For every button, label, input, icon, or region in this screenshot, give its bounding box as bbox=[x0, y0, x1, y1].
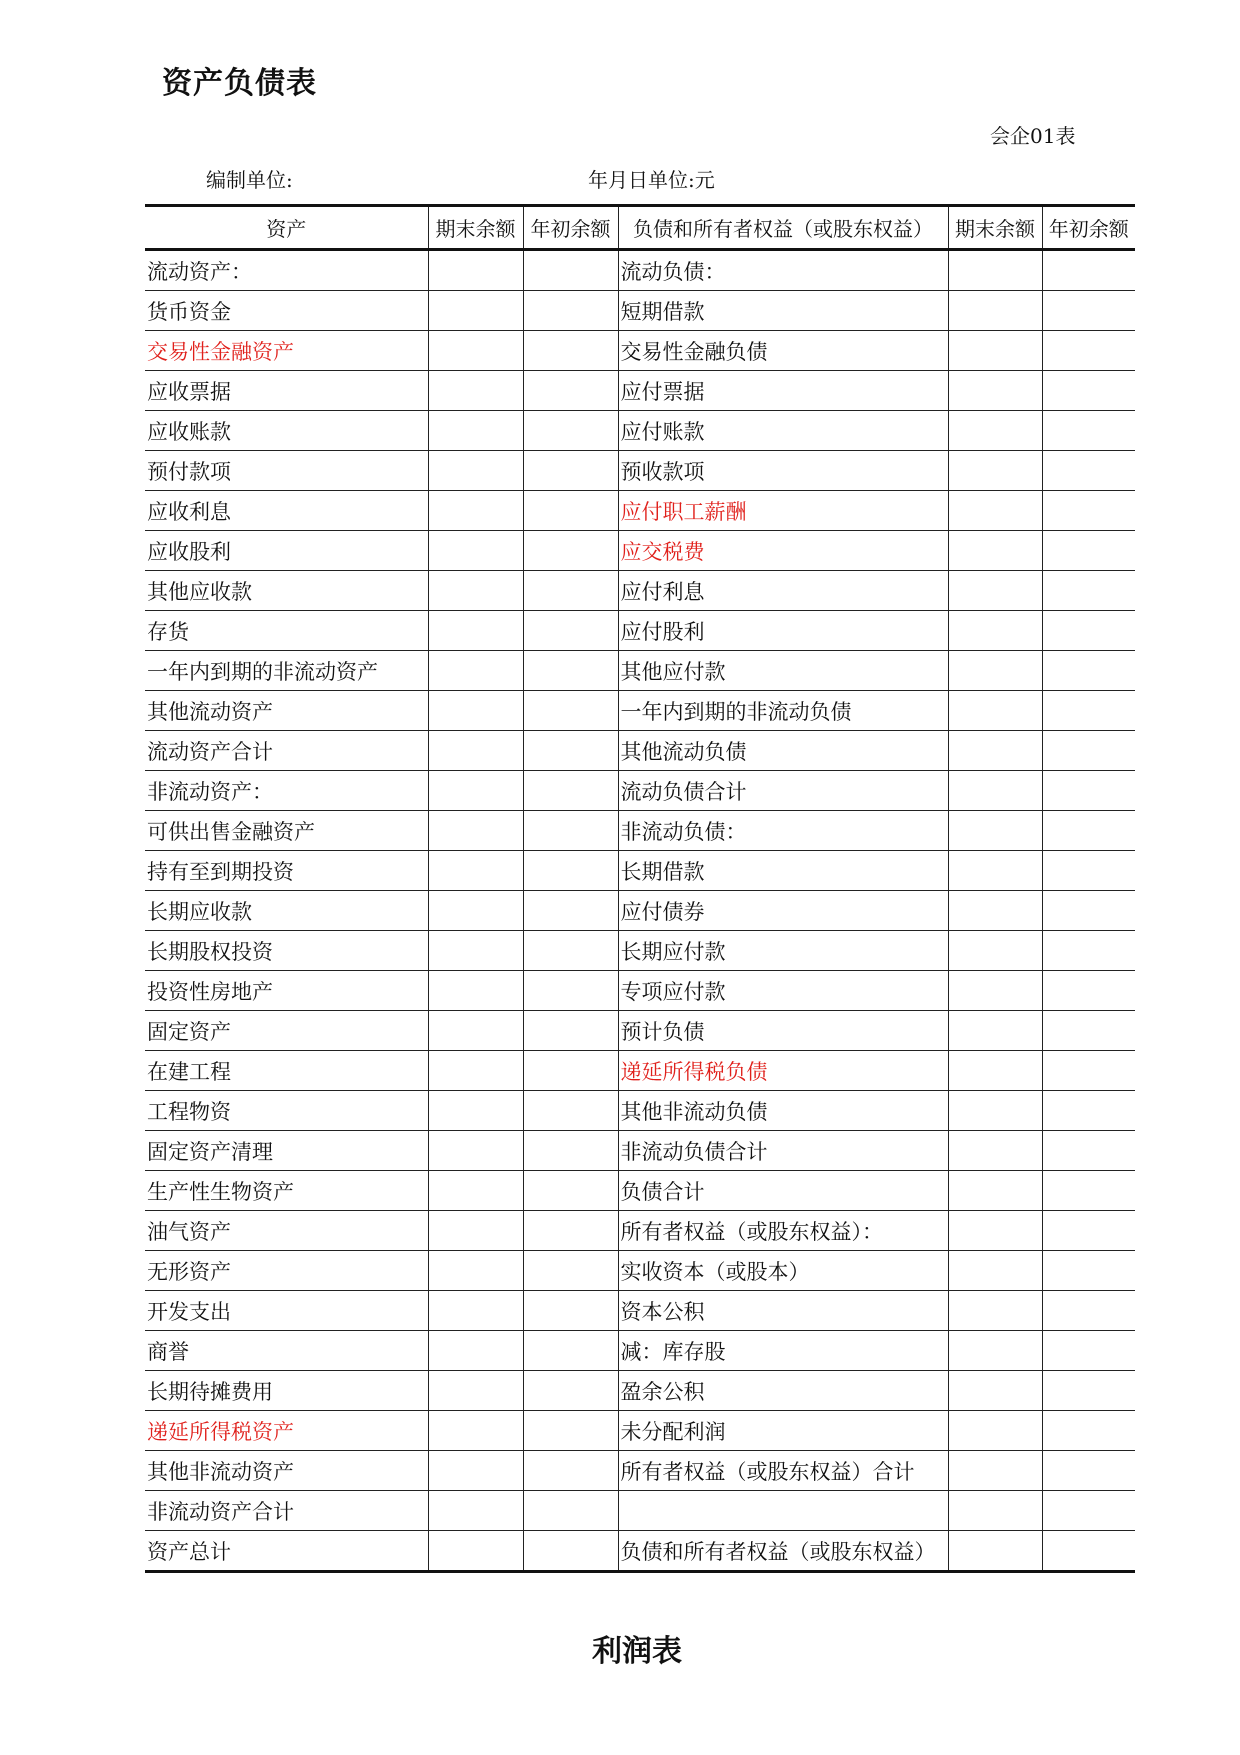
asset-item-cell: 递延所得税资产 bbox=[145, 1411, 428, 1451]
liability-begin-balance-cell[interactable] bbox=[1042, 451, 1135, 491]
asset-end-balance-cell[interactable] bbox=[428, 691, 523, 731]
liability-item-cell: 短期借款 bbox=[618, 291, 948, 331]
table-row bbox=[145, 1211, 1135, 1251]
asset-end-balance-cell[interactable] bbox=[428, 891, 523, 931]
liability-begin-balance-cell[interactable] bbox=[1042, 250, 1135, 291]
liability-item-cell: 长期借款 bbox=[618, 851, 948, 891]
asset-item-cell: 固定资产 bbox=[145, 1011, 428, 1051]
liability-end-balance-cell[interactable] bbox=[948, 1531, 1042, 1572]
table-row bbox=[145, 971, 1135, 1011]
asset-end-balance-cell[interactable] bbox=[428, 1371, 523, 1411]
asset-item-cell: 投资性房地产 bbox=[145, 971, 428, 1011]
liability-end-balance-cell[interactable] bbox=[948, 731, 1042, 771]
asset-end-balance-cell[interactable] bbox=[428, 1331, 523, 1371]
asset-end-balance-cell[interactable] bbox=[428, 331, 523, 371]
liability-item-cell: 所有者权益（或股东权益）合计 bbox=[618, 1451, 948, 1491]
header-assets: 资产 bbox=[145, 206, 428, 250]
table-row bbox=[145, 731, 1135, 771]
asset-end-balance-cell[interactable] bbox=[428, 1531, 523, 1572]
asset-end-balance-cell[interactable] bbox=[428, 1251, 523, 1291]
liability-item-cell: 预计负债 bbox=[618, 1011, 948, 1051]
asset-item-cell: 流动资产合计 bbox=[145, 731, 428, 771]
asset-item-cell: 其他应收款 bbox=[145, 571, 428, 611]
prepared-by-label: 编制单位: bbox=[206, 168, 293, 192]
asset-item-cell: 货币资金 bbox=[145, 291, 428, 331]
table-body bbox=[145, 250, 1135, 1572]
header-end-balance: 期末余额 bbox=[428, 206, 523, 250]
asset-end-balance-cell[interactable] bbox=[428, 931, 523, 971]
liability-end-balance-cell[interactable] bbox=[948, 1451, 1042, 1491]
liability-item-cell: 非流动负债合计 bbox=[618, 1131, 948, 1171]
asset-begin-balance-cell[interactable] bbox=[523, 491, 618, 531]
liability-end-balance-cell[interactable] bbox=[948, 371, 1042, 411]
liability-end-balance-cell[interactable] bbox=[948, 491, 1042, 531]
asset-item-cell: 持有至到期投资 bbox=[145, 851, 428, 891]
asset-end-balance-cell[interactable] bbox=[428, 1171, 523, 1211]
page-title: 资产负债表 bbox=[162, 66, 317, 101]
liability-item-cell: 未分配利润 bbox=[618, 1411, 948, 1451]
liability-end-balance-cell[interactable] bbox=[948, 1211, 1042, 1251]
asset-item-cell: 无形资产 bbox=[145, 1251, 428, 1291]
liability-begin-balance-cell[interactable] bbox=[1042, 1211, 1135, 1251]
asset-end-balance-cell[interactable] bbox=[428, 571, 523, 611]
header-end-balance-2: 期末余额 bbox=[948, 206, 1042, 250]
liability-item-cell: 盈余公积 bbox=[618, 1371, 948, 1411]
liability-begin-balance-cell[interactable] bbox=[1042, 1531, 1135, 1572]
asset-begin-balance-cell[interactable] bbox=[523, 1331, 618, 1371]
table-row bbox=[145, 1531, 1135, 1572]
asset-begin-balance-cell[interactable] bbox=[523, 1531, 618, 1572]
liability-item-cell: 应付票据 bbox=[618, 371, 948, 411]
asset-end-balance-cell[interactable] bbox=[428, 1211, 523, 1251]
liability-begin-balance-cell[interactable] bbox=[1042, 1291, 1135, 1331]
asset-item-cell: 应收票据 bbox=[145, 371, 428, 411]
table-row bbox=[145, 1011, 1135, 1051]
asset-item-cell: 可供出售金融资产 bbox=[145, 811, 428, 851]
table-row bbox=[145, 691, 1135, 731]
liability-end-balance-cell[interactable] bbox=[948, 971, 1042, 1011]
liability-begin-balance-cell[interactable] bbox=[1042, 891, 1135, 931]
asset-item-cell: 在建工程 bbox=[145, 1051, 428, 1091]
asset-item-cell: 应收股利 bbox=[145, 531, 428, 571]
asset-item-cell: 预付款项 bbox=[145, 451, 428, 491]
asset-item-cell: 开发支出 bbox=[145, 1291, 428, 1331]
date-unit-label: 年月日单位:元 bbox=[588, 168, 715, 192]
liability-item-cell: 实收资本（或股本） bbox=[618, 1251, 948, 1291]
table-row bbox=[145, 491, 1135, 531]
table-row bbox=[145, 851, 1135, 891]
liability-begin-balance-cell[interactable] bbox=[1042, 571, 1135, 611]
table-row bbox=[145, 651, 1135, 691]
asset-item-cell: 非流动资产合计 bbox=[145, 1491, 428, 1531]
asset-begin-balance-cell[interactable] bbox=[523, 651, 618, 691]
asset-end-balance-cell[interactable] bbox=[428, 1011, 523, 1051]
liability-end-balance-cell[interactable] bbox=[948, 1411, 1042, 1451]
liability-begin-balance-cell[interactable] bbox=[1042, 1331, 1135, 1371]
liability-begin-balance-cell[interactable] bbox=[1042, 1451, 1135, 1491]
table-row bbox=[145, 371, 1135, 411]
asset-end-balance-cell[interactable] bbox=[428, 1491, 523, 1531]
asset-begin-balance-cell[interactable] bbox=[523, 1211, 618, 1251]
liability-begin-balance-cell[interactable] bbox=[1042, 971, 1135, 1011]
asset-end-balance-cell[interactable] bbox=[428, 851, 523, 891]
liability-item-cell: 长期应付款 bbox=[618, 931, 948, 971]
asset-begin-balance-cell[interactable] bbox=[523, 1051, 618, 1091]
liability-item-cell: 资本公积 bbox=[618, 1291, 948, 1331]
liability-item-cell: 其他应付款 bbox=[618, 651, 948, 691]
liability-item-cell: 应付利息 bbox=[618, 571, 948, 611]
liability-end-balance-cell[interactable] bbox=[948, 531, 1042, 571]
asset-begin-balance-cell[interactable] bbox=[523, 1011, 618, 1051]
asset-begin-balance-cell[interactable] bbox=[523, 811, 618, 851]
asset-begin-balance-cell[interactable] bbox=[523, 291, 618, 331]
liability-end-balance-cell[interactable] bbox=[948, 651, 1042, 691]
liability-end-balance-cell[interactable] bbox=[948, 250, 1042, 291]
asset-begin-balance-cell[interactable] bbox=[523, 1131, 618, 1171]
liability-item-cell: 所有者权益（或股东权益）： bbox=[618, 1211, 948, 1251]
asset-end-balance-cell[interactable] bbox=[428, 971, 523, 1011]
liability-begin-balance-cell[interactable] bbox=[1042, 371, 1135, 411]
liability-end-balance-cell[interactable] bbox=[948, 1091, 1042, 1131]
liability-begin-balance-cell[interactable] bbox=[1042, 411, 1135, 451]
asset-end-balance-cell[interactable] bbox=[428, 491, 523, 531]
asset-end-balance-cell[interactable] bbox=[428, 1411, 523, 1451]
liability-end-balance-cell[interactable] bbox=[948, 1491, 1042, 1531]
liability-item-cell: 专项应付款 bbox=[618, 971, 948, 1011]
liability-begin-balance-cell[interactable] bbox=[1042, 1171, 1135, 1211]
liability-item-cell: 应付账款 bbox=[618, 411, 948, 451]
table-row bbox=[145, 451, 1135, 491]
asset-item-cell: 流动资产： bbox=[145, 250, 428, 291]
liability-begin-balance-cell[interactable] bbox=[1042, 731, 1135, 771]
liability-item-cell: 其他非流动负债 bbox=[618, 1091, 948, 1131]
liability-begin-balance-cell[interactable] bbox=[1042, 1371, 1135, 1411]
liability-item-cell bbox=[618, 1491, 948, 1531]
liability-end-balance-cell[interactable] bbox=[948, 1171, 1042, 1211]
liability-begin-balance-cell[interactable] bbox=[1042, 931, 1135, 971]
asset-item-cell: 交易性金融资产 bbox=[145, 331, 428, 371]
asset-item-cell: 资产总计 bbox=[145, 1531, 428, 1572]
asset-begin-balance-cell[interactable] bbox=[523, 1171, 618, 1211]
form-code: 会企01表 bbox=[990, 124, 1076, 148]
asset-item-cell: 固定资产清理 bbox=[145, 1131, 428, 1171]
table-row bbox=[145, 1171, 1135, 1211]
liability-begin-balance-cell[interactable] bbox=[1042, 691, 1135, 731]
liability-item-cell: 预收款项 bbox=[618, 451, 948, 491]
asset-begin-balance-cell[interactable] bbox=[523, 371, 618, 411]
liability-end-balance-cell[interactable] bbox=[948, 1291, 1042, 1331]
table-row bbox=[145, 891, 1135, 931]
table-row bbox=[145, 1371, 1135, 1411]
asset-begin-balance-cell[interactable] bbox=[523, 1091, 618, 1131]
asset-end-balance-cell[interactable] bbox=[428, 1091, 523, 1131]
header-liabilities-equity: 负债和所有者权益（或股东权益） bbox=[618, 206, 948, 250]
asset-begin-balance-cell[interactable] bbox=[523, 691, 618, 731]
table-row bbox=[145, 1331, 1135, 1371]
income-statement-title: 利润表 bbox=[592, 1634, 682, 1669]
table-row bbox=[145, 931, 1135, 971]
asset-begin-balance-cell[interactable] bbox=[523, 451, 618, 491]
asset-end-balance-cell[interactable] bbox=[428, 1131, 523, 1171]
liability-item-cell: 流动负债： bbox=[618, 250, 948, 291]
asset-end-balance-cell[interactable] bbox=[428, 531, 523, 571]
liability-end-balance-cell[interactable] bbox=[948, 1051, 1042, 1091]
asset-begin-balance-cell[interactable] bbox=[523, 411, 618, 451]
table-row bbox=[145, 1291, 1135, 1331]
table-row bbox=[145, 331, 1135, 371]
table-row bbox=[145, 1411, 1135, 1451]
liability-end-balance-cell[interactable] bbox=[948, 571, 1042, 611]
liability-end-balance-cell[interactable] bbox=[948, 1251, 1042, 1291]
table-header-row bbox=[145, 206, 1135, 250]
asset-end-balance-cell[interactable] bbox=[428, 771, 523, 811]
asset-begin-balance-cell[interactable] bbox=[523, 731, 618, 771]
asset-end-balance-cell[interactable] bbox=[428, 451, 523, 491]
header-begin-balance-2: 年初余额 bbox=[1042, 206, 1135, 250]
liability-begin-balance-cell[interactable] bbox=[1042, 1051, 1135, 1091]
liability-item-cell: 应交税费 bbox=[618, 531, 948, 571]
asset-begin-balance-cell[interactable] bbox=[523, 1291, 618, 1331]
liability-end-balance-cell[interactable] bbox=[948, 331, 1042, 371]
asset-end-balance-cell[interactable] bbox=[428, 411, 523, 451]
liability-begin-balance-cell[interactable] bbox=[1042, 491, 1135, 531]
liability-begin-balance-cell[interactable] bbox=[1042, 1091, 1135, 1131]
liability-begin-balance-cell[interactable] bbox=[1042, 291, 1135, 331]
asset-begin-balance-cell[interactable] bbox=[523, 1251, 618, 1291]
asset-begin-balance-cell[interactable] bbox=[523, 771, 618, 811]
table-row bbox=[145, 291, 1135, 331]
liability-item-cell: 交易性金融负债 bbox=[618, 331, 948, 371]
asset-end-balance-cell[interactable] bbox=[428, 1051, 523, 1091]
asset-begin-balance-cell[interactable] bbox=[523, 250, 618, 291]
table-row bbox=[145, 1131, 1135, 1171]
asset-begin-balance-cell[interactable] bbox=[523, 531, 618, 571]
asset-item-cell: 一年内到期的非流动资产 bbox=[145, 651, 428, 691]
asset-begin-balance-cell[interactable] bbox=[523, 851, 618, 891]
asset-end-balance-cell[interactable] bbox=[428, 811, 523, 851]
liability-item-cell: 应付债券 bbox=[618, 891, 948, 931]
table-row bbox=[145, 250, 1135, 291]
asset-begin-balance-cell[interactable] bbox=[523, 931, 618, 971]
asset-begin-balance-cell[interactable] bbox=[523, 571, 618, 611]
asset-end-balance-cell[interactable] bbox=[428, 651, 523, 691]
asset-item-cell: 长期股权投资 bbox=[145, 931, 428, 971]
liability-begin-balance-cell[interactable] bbox=[1042, 1251, 1135, 1291]
table-row bbox=[145, 811, 1135, 851]
liability-begin-balance-cell[interactable] bbox=[1042, 611, 1135, 651]
liability-end-balance-cell[interactable] bbox=[948, 931, 1042, 971]
asset-item-cell: 应收利息 bbox=[145, 491, 428, 531]
asset-item-cell: 非流动资产： bbox=[145, 771, 428, 811]
liability-begin-balance-cell[interactable] bbox=[1042, 1131, 1135, 1171]
asset-end-balance-cell[interactable] bbox=[428, 611, 523, 651]
asset-item-cell: 长期待摊费用 bbox=[145, 1371, 428, 1411]
asset-end-balance-cell[interactable] bbox=[428, 371, 523, 411]
table-row bbox=[145, 1491, 1135, 1531]
liability-item-cell: 应付股利 bbox=[618, 611, 948, 651]
asset-item-cell: 应收账款 bbox=[145, 411, 428, 451]
asset-end-balance-cell[interactable] bbox=[428, 250, 523, 291]
asset-begin-balance-cell[interactable] bbox=[523, 1451, 618, 1491]
asset-end-balance-cell[interactable] bbox=[428, 1451, 523, 1491]
liability-begin-balance-cell[interactable] bbox=[1042, 651, 1135, 691]
liability-end-balance-cell[interactable] bbox=[948, 851, 1042, 891]
table-row bbox=[145, 771, 1135, 811]
asset-end-balance-cell[interactable] bbox=[428, 291, 523, 331]
liability-end-balance-cell[interactable] bbox=[948, 811, 1042, 851]
asset-begin-balance-cell[interactable] bbox=[523, 971, 618, 1011]
header-begin-balance: 年初余额 bbox=[523, 206, 618, 250]
table-row bbox=[145, 1451, 1135, 1491]
asset-end-balance-cell[interactable] bbox=[428, 731, 523, 771]
table-row bbox=[145, 571, 1135, 611]
liability-item-cell: 流动负债合计 bbox=[618, 771, 948, 811]
liability-item-cell: 应付职工薪酬 bbox=[618, 491, 948, 531]
asset-item-cell: 其他非流动资产 bbox=[145, 1451, 428, 1491]
liability-end-balance-cell[interactable] bbox=[948, 411, 1042, 451]
liability-begin-balance-cell[interactable] bbox=[1042, 771, 1135, 811]
liability-begin-balance-cell[interactable] bbox=[1042, 851, 1135, 891]
asset-begin-balance-cell[interactable] bbox=[523, 1491, 618, 1531]
liability-end-balance-cell[interactable] bbox=[948, 1371, 1042, 1411]
liability-begin-balance-cell[interactable] bbox=[1042, 1011, 1135, 1051]
liability-end-balance-cell[interactable] bbox=[948, 1331, 1042, 1371]
liability-item-cell: 负债和所有者权益（或股东权益） bbox=[618, 1531, 948, 1572]
liability-item-cell: 减：库存股 bbox=[618, 1331, 948, 1371]
liability-end-balance-cell[interactable] bbox=[948, 691, 1042, 731]
asset-begin-balance-cell[interactable] bbox=[523, 1371, 618, 1411]
liability-end-balance-cell[interactable] bbox=[948, 771, 1042, 811]
liability-end-balance-cell[interactable] bbox=[948, 891, 1042, 931]
asset-item-cell: 工程物资 bbox=[145, 1091, 428, 1131]
liability-end-balance-cell[interactable] bbox=[948, 451, 1042, 491]
liability-begin-balance-cell[interactable] bbox=[1042, 1411, 1135, 1451]
liability-end-balance-cell[interactable] bbox=[948, 1011, 1042, 1051]
liability-item-cell: 负债合计 bbox=[618, 1171, 948, 1211]
asset-begin-balance-cell[interactable] bbox=[523, 611, 618, 651]
liability-end-balance-cell[interactable] bbox=[948, 1131, 1042, 1171]
asset-begin-balance-cell[interactable] bbox=[523, 891, 618, 931]
liability-item-cell: 递延所得税负债 bbox=[618, 1051, 948, 1091]
balance-sheet-table bbox=[145, 204, 1135, 1573]
asset-begin-balance-cell[interactable] bbox=[523, 1411, 618, 1451]
asset-item-cell: 长期应收款 bbox=[145, 891, 428, 931]
asset-item-cell: 其他流动资产 bbox=[145, 691, 428, 731]
liability-end-balance-cell[interactable] bbox=[948, 291, 1042, 331]
liability-item-cell: 非流动负债： bbox=[618, 811, 948, 851]
table-row bbox=[145, 1091, 1135, 1131]
asset-end-balance-cell[interactable] bbox=[428, 1291, 523, 1331]
table-row bbox=[145, 531, 1135, 571]
asset-item-cell: 存货 bbox=[145, 611, 428, 651]
liability-begin-balance-cell[interactable] bbox=[1042, 531, 1135, 571]
asset-begin-balance-cell[interactable] bbox=[523, 331, 618, 371]
liability-begin-balance-cell[interactable] bbox=[1042, 331, 1135, 371]
liability-begin-balance-cell[interactable] bbox=[1042, 811, 1135, 851]
liability-end-balance-cell[interactable] bbox=[948, 611, 1042, 651]
table-row bbox=[145, 411, 1135, 451]
asset-item-cell: 生产性生物资产 bbox=[145, 1171, 428, 1211]
liability-item-cell: 一年内到期的非流动负债 bbox=[618, 691, 948, 731]
asset-item-cell: 油气资产 bbox=[145, 1211, 428, 1251]
table-row bbox=[145, 1251, 1135, 1291]
liability-item-cell: 其他流动负债 bbox=[618, 731, 948, 771]
asset-item-cell: 商誉 bbox=[145, 1331, 428, 1371]
table-row bbox=[145, 611, 1135, 651]
table-row bbox=[145, 1051, 1135, 1091]
liability-begin-balance-cell[interactable] bbox=[1042, 1491, 1135, 1531]
